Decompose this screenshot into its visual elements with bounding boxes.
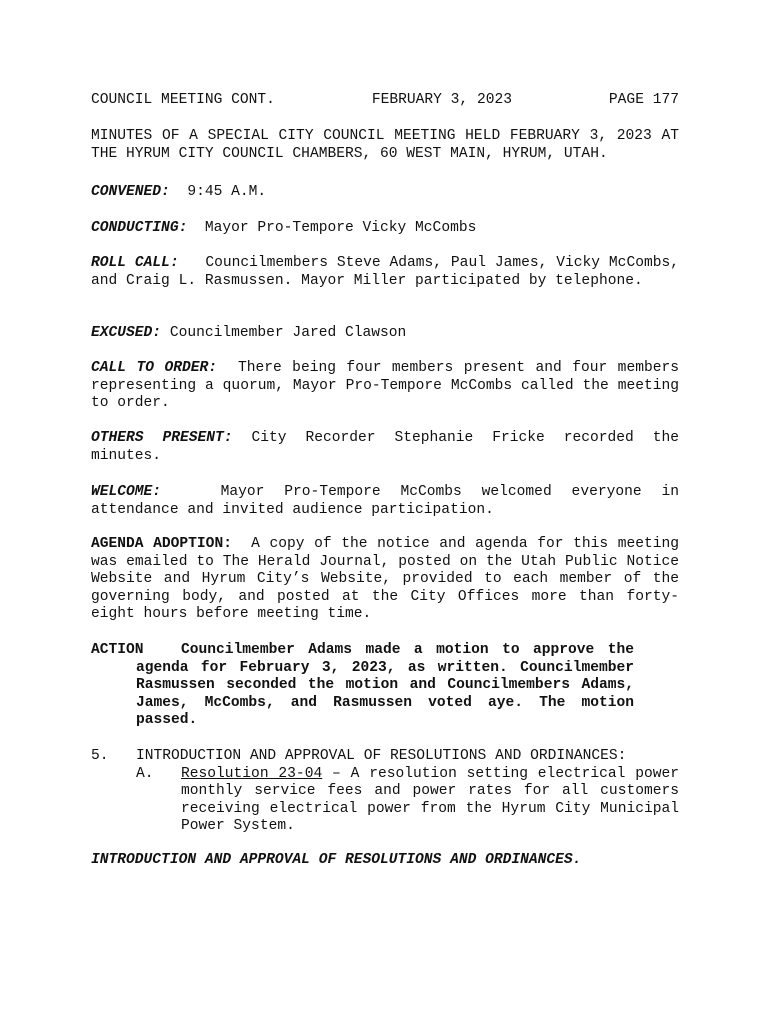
conducting-line <box>91 220 679 238</box>
others-present-label: OTHERS PRESENT: <box>91 430 233 446</box>
agenda-adoption-text: A copy of the notice and agenda for this meeting was emailed to The Herald Journal, posted on the Utah Public Notice Website and Hyrum City’s Website, provided to each member of the governing body, and posted at the City Offices more than forty-eight hours before meeting time. <box>91 536 680 622</box>
sub-item-text: Resolution 23-04 – A resolution setting electrical power monthly service fees and power rates for all customers receiving electrical power from the Hyrum City Municipal Power System. <box>181 765 680 834</box>
excused-label: EXCUSED: <box>91 325 162 341</box>
welcome-label: WELCOME: <box>91 484 162 500</box>
resolution-reference: Resolution 23-04 <box>181 765 323 782</box>
call-to-order-text: There being four members present and four members representing a quorum, Mayor Pro-Tempore McCombs called the meeting to order. <box>91 360 679 411</box>
others-present-text: City Recorder Stephanie Fricke recorded the minutes. <box>91 430 679 464</box>
header-date: FEBRUARY 3, 2023 <box>371 92 512 108</box>
excused-line <box>91 325 679 343</box>
action-motion-text: Councilmember Adams made a motion to approve the agenda for February 3, 2023, as written. Councilmember Rasmussen seconded the motion and Councilmembers Adams, James, McCombs, and Rasmussen voted aye. The motion passed. <box>136 642 634 728</box>
action-label: ACTION <box>91 642 144 658</box>
header-left: COUNCIL MEETING CONT. <box>91 92 275 108</box>
call-to-order-label: CALL TO ORDER: <box>91 360 218 376</box>
page-header <box>91 92 679 110</box>
convened-label: CONVENED: <box>91 184 170 200</box>
excused-text: Councilmember Jared Clawson <box>169 325 407 341</box>
welcome-text: Mayor Pro-Tempore McCombs welcomed everyone in attendance and invited audience participation. <box>91 484 679 518</box>
roll-call-paragraph <box>91 255 679 290</box>
roll-call-label: ROLL CALL: <box>91 255 179 271</box>
item-title: INTRODUCTION AND APPROVAL OF RESOLUTIONS AND ORDINANCES: <box>136 748 627 764</box>
conducting-text: Mayor Pro-Tempore Vicky McCombs <box>204 220 477 236</box>
conducting-label: CONDUCTING: <box>91 220 188 236</box>
agenda-adoption-label: AGENDA ADOPTION: <box>91 536 232 552</box>
welcome-paragraph <box>91 484 679 519</box>
section-heading: INTRODUCTION AND APPROVAL OF RESOLUTIONS AND ORDINANCES. <box>91 852 582 868</box>
convened-time: 9:45 A.M. <box>187 184 267 200</box>
action-block <box>91 642 679 730</box>
sub-item-letter: A. <box>136 765 154 782</box>
header-page-number: PAGE 177 <box>608 92 679 108</box>
agenda-item-5 <box>91 748 679 836</box>
sub-item-a <box>91 766 679 836</box>
call-to-order-paragraph <box>91 360 679 413</box>
item-number: 5. <box>91 748 109 764</box>
agenda-adoption-paragraph <box>91 536 679 624</box>
convened-line <box>91 184 679 202</box>
roll-call-text: Councilmembers Steve Adams, Paul James, Vicky McCombs, and Craig L. Rasmussen. Mayor Miller participated by telephone. <box>91 255 679 289</box>
others-present-paragraph <box>91 430 679 465</box>
minutes-intro: MINUTES OF A SPECIAL CITY COUNCIL MEETING HELD FEBRUARY 3, 2023 AT THE HYRUM CITY COUNCIL CHAMBERS, 60 WEST MAIN, HYRUM, UTAH. <box>91 128 679 162</box>
